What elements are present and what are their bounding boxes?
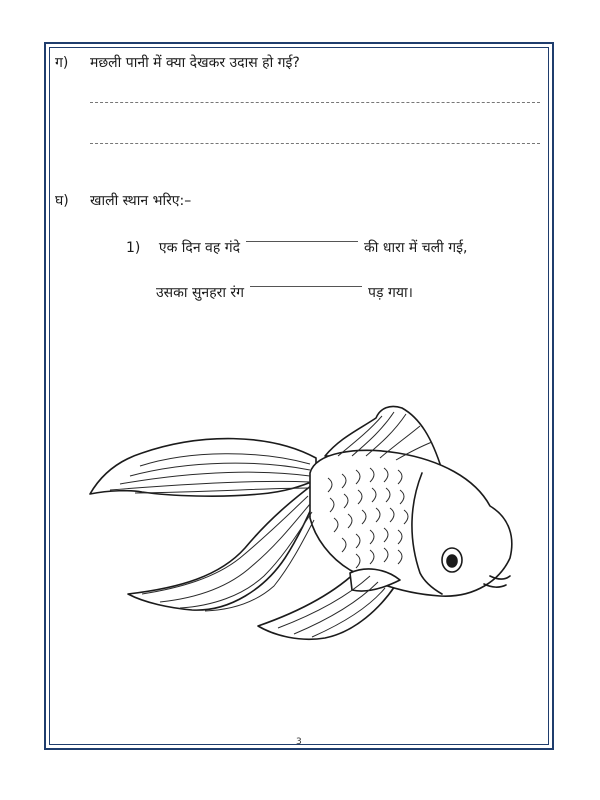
- answer-line-2[interactable]: [90, 143, 540, 144]
- fill-in-line2-before: उसका सुनहरा रंग: [156, 285, 245, 301]
- fill-in-line2-after: पड़ गया।: [368, 285, 413, 301]
- question-g-text: मछली पानी में क्या देखकर उदास हो गई?: [90, 55, 300, 71]
- fill-in-line1-after: की धारा में चली गई,: [364, 240, 468, 256]
- question-gh-text: खाली स्थान भरिए:–: [90, 193, 192, 209]
- fill-in-line1-before: एक दिन वह गंदे: [158, 240, 241, 256]
- goldfish-drawing-icon: [80, 398, 520, 656]
- question-g-marker: ग): [55, 55, 69, 71]
- fill-in-line-1: [126, 238, 467, 257]
- fill-in-line-2: [156, 283, 413, 302]
- blank-2[interactable]: [250, 286, 362, 287]
- page-number: 3: [296, 737, 302, 747]
- question-gh-marker: घ): [55, 193, 69, 209]
- answer-line-1[interactable]: [90, 102, 540, 103]
- fill-in-number: 1): [126, 240, 141, 256]
- blank-1[interactable]: [246, 241, 358, 242]
